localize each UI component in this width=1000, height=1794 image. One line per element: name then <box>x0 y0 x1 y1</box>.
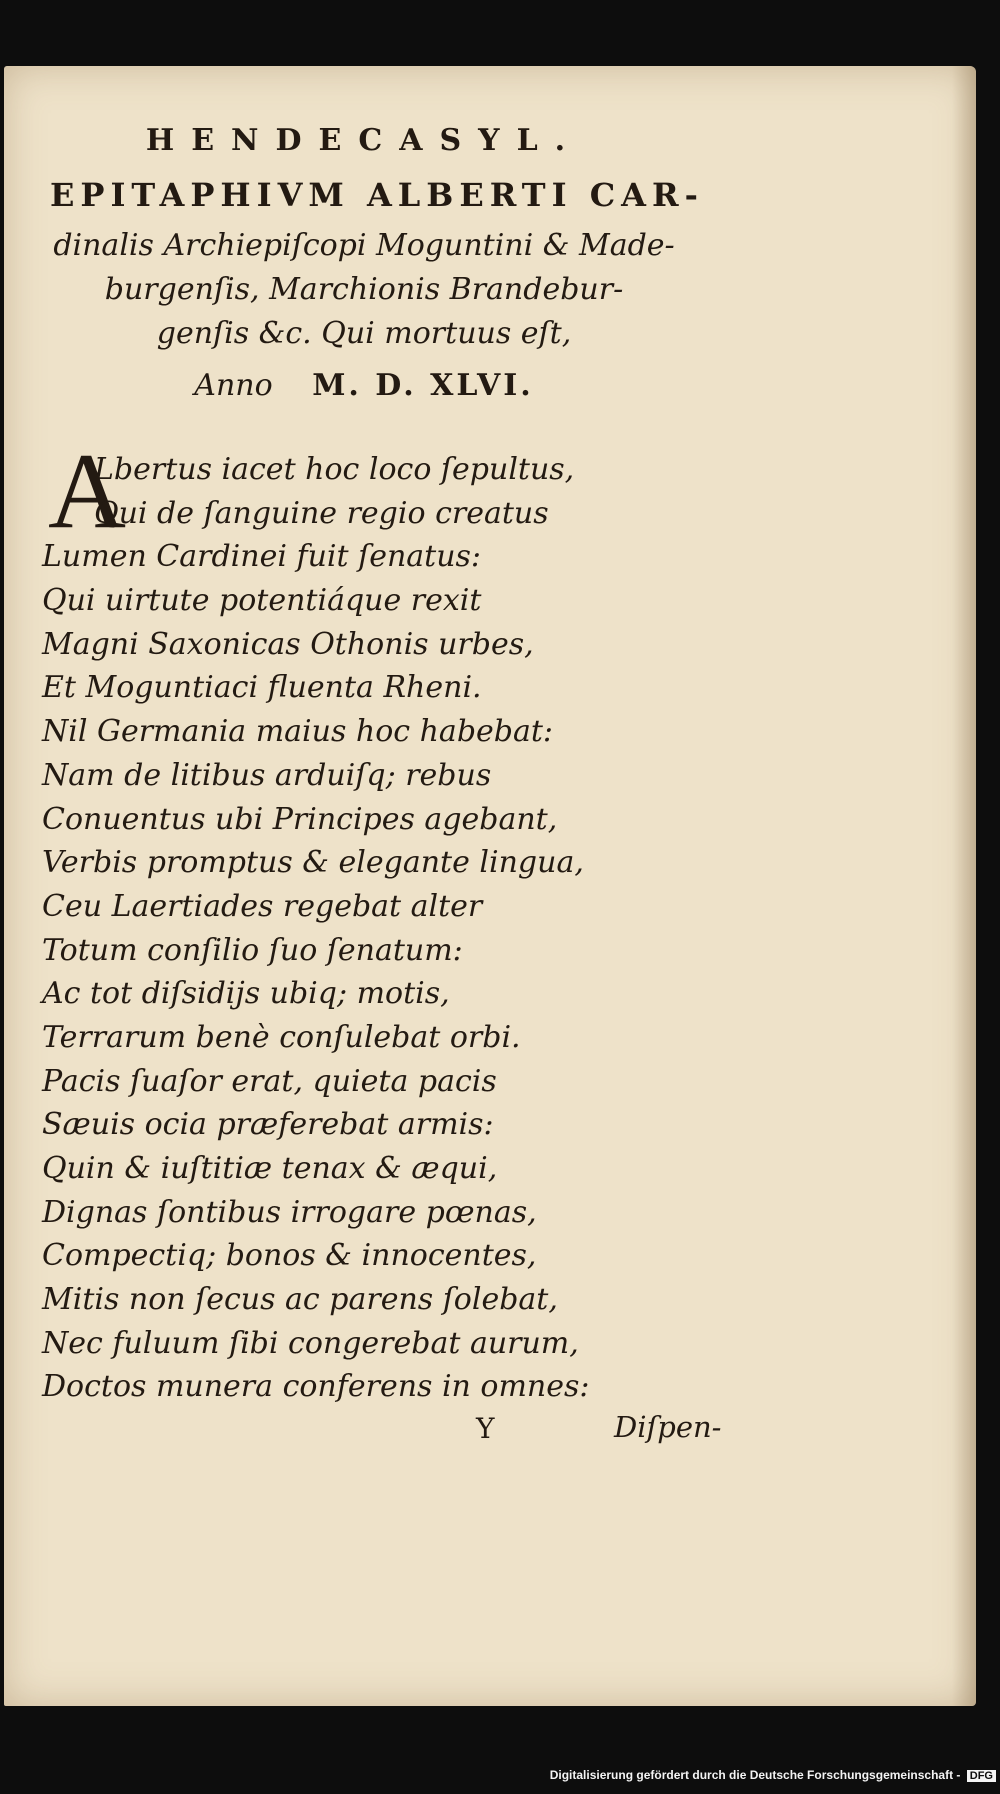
verse-line: Magni Saxonicas Othonis urbes, <box>42 626 534 662</box>
catchword: Diſpen- <box>614 1410 722 1444</box>
verse-line: Conuentus ubi Principes agebant, <box>42 801 558 837</box>
verse-line: Qui uirtute potentiáque rexit <box>42 583 482 619</box>
verse-line: Verbis promptus & elegante lingua, <box>42 845 584 881</box>
year-anno: Anno <box>194 368 273 403</box>
verse-line: Nec fuluum ſibi congerebat aurum, <box>42 1325 579 1361</box>
credit-text: Digitalisierung gefördert durch die Deutsche Forschungsgemeinschaft - <box>549 1768 961 1782</box>
verse-line: Nam de litibus arduiſq; rebus <box>42 757 492 793</box>
verse-line: Pacis ſuaſor erat, quieta pacis <box>42 1063 497 1099</box>
page-leaf <box>4 66 976 1706</box>
epitaph-title-line: dinalis Archiepiſcopi Moguntini & Made- <box>53 228 675 263</box>
verse-line: Lumen Cardinei fuit ſenatus: <box>42 539 482 575</box>
verse-line: Ceu Laertiades regebat alter <box>42 888 483 924</box>
verse-line: Lbertus iacet hoc loco ſepultus, <box>94 452 575 487</box>
verse-line: Dignas ſontibus irrogare pœnas, <box>42 1194 537 1230</box>
year-roman-numeral: M. D. XLVI. <box>312 368 534 403</box>
verse-line: Mitis non ſecus ac parens ſolebat, <box>42 1282 558 1318</box>
digitization-credit <box>546 1766 1000 1784</box>
signature-mark: Y <box>476 1412 495 1445</box>
verse-line: Nil Germania maius hoc habebat: <box>42 714 554 750</box>
running-head: HENDECASYL. <box>145 123 583 158</box>
verse-line: Qui de ſanguine regio creatus <box>94 495 549 531</box>
verse-lines <box>42 452 590 1413</box>
verse-line: Et Moguntiaci fluenta Rheni. <box>42 670 482 706</box>
verse-line: Terrarum benè conſulebat orbi. <box>42 1019 521 1055</box>
verse-line: Sæuis ocia præferebat armis: <box>42 1107 494 1143</box>
epitaph-title-line: burgenſis, Marchionis Brandebur- <box>104 272 624 307</box>
epitaph-title-caps: EPITAPHIVM ALBERTI CAR- <box>50 176 704 214</box>
drop-cap: A <box>48 432 126 551</box>
printed-text <box>4 66 976 1706</box>
dfg-logo: DFG <box>967 1770 996 1782</box>
verse-line: Ac tot diſsidijs ubiq; motis, <box>42 976 450 1012</box>
verse-line: Compectiq; bonos & innocentes, <box>42 1238 537 1274</box>
verse-line: Doctos munera conferens in omnes: <box>42 1369 590 1405</box>
verse-line: Quin & iuſtitiæ tenax & æqui, <box>42 1151 498 1186</box>
epitaph-title-line: genſis &c. Qui mortuus eſt, <box>156 316 572 351</box>
epitaph-year <box>4 368 724 403</box>
verse-line: Totum conſilio ſuo ſenatum: <box>42 932 463 968</box>
